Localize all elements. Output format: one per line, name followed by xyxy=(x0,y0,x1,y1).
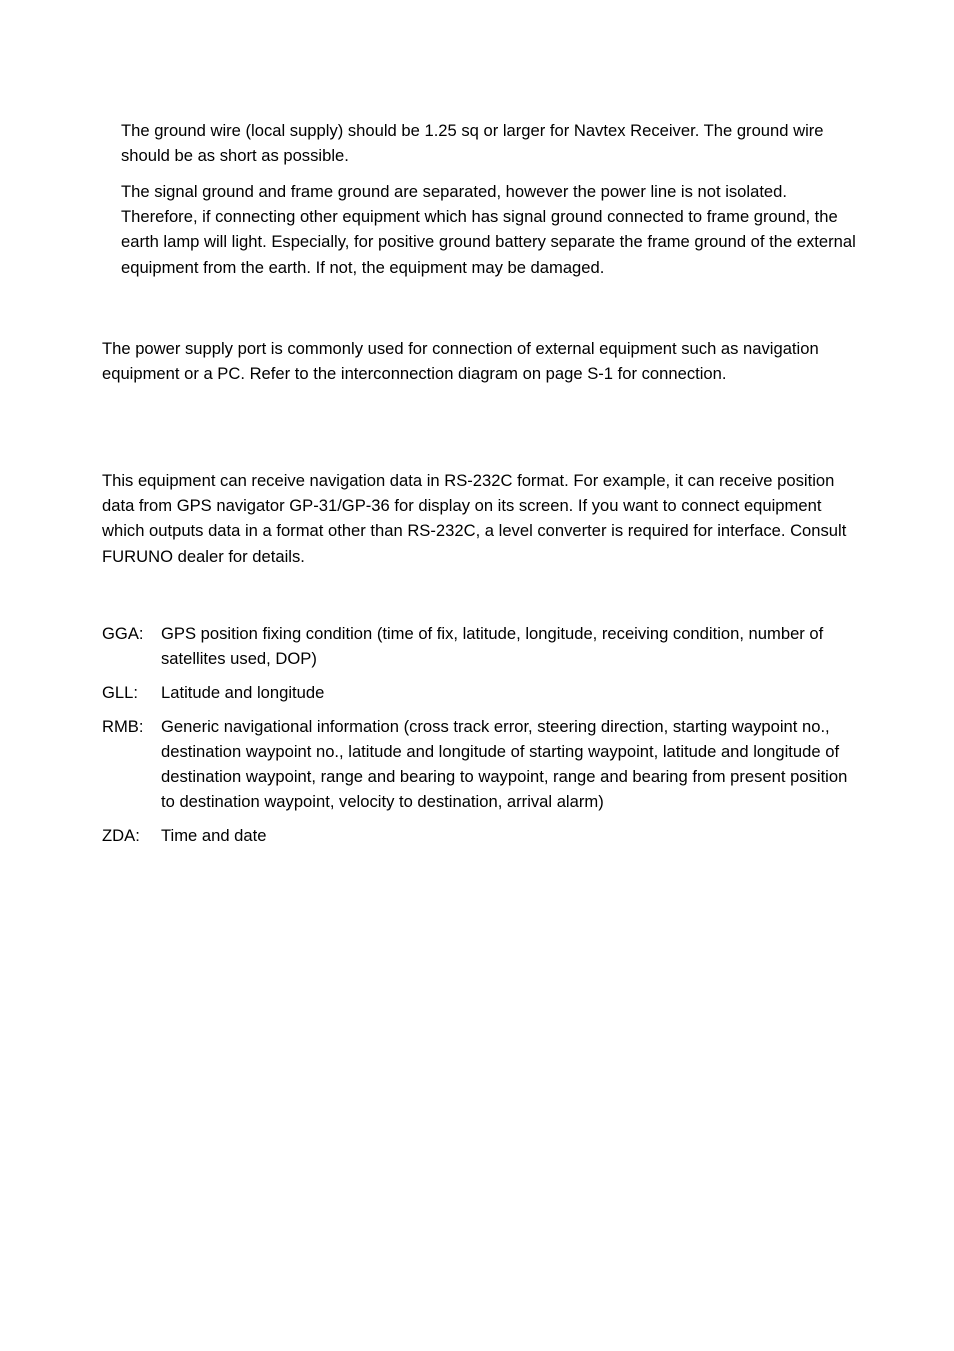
sentence-description: Time and date xyxy=(161,826,267,846)
sentence-item-zda xyxy=(102,823,862,848)
power-supply-paragraph: The power supply port is commonly used for connection of external equipment such as navigation equipment or a PC. Refer to the interconnection diagram on page S-1 for connection. xyxy=(102,339,819,384)
signal-ground-note: The signal ground and frame ground are separated, however the power line is not isolated. Therefore, if connecting other equipment which has signal ground connected to frame ground, the earth lamp will light. Especially, for positive ground battery separate the frame ground of the external equipment from the earth. If not, the equipment may be damaged. xyxy=(121,182,856,277)
sentence-description: GPS position fixing condition (time of fix, latitude, longitude, receiving condition, number of satellites used, DOP) xyxy=(161,624,824,669)
sentence-code: RMB: xyxy=(102,716,144,736)
ground-wire-note: The ground wire (local supply) should be 1.25 sq or larger for Navtex Receiver. The ground wire should be as short as possible. xyxy=(121,121,824,166)
sentence-code: ZDA: xyxy=(102,826,140,846)
sentence-code: GGA: xyxy=(102,624,144,643)
sentence-description: Generic navigational information (cross track error, steering direction, starting waypoint no., destination waypoint no., latitude and longitude of starting waypoint, latitude and longitude of destination waypoint, range and bearing to waypoint, range and bearing from present position to destination waypoint, velocity to destination, arrival alarm) xyxy=(161,716,848,812)
sentence-code: GLL: xyxy=(102,683,138,702)
navigation-data-paragraph: This equipment can receive navigation data in RS-232C format. For example, it can receive position data from GPS navigator GP-31/GP-36 for display on its screen. If you want to connect equipment which outputs data in a format other than RS-232C, a level converter is required for interface. Consult FURUNO dealer for details. xyxy=(102,471,847,566)
sentence-description: Latitude and longitude xyxy=(161,683,325,702)
sentence-item-gll xyxy=(102,680,862,705)
sentence-list xyxy=(102,621,862,857)
sentence-item-rmb xyxy=(102,714,862,815)
sentence-item-gga xyxy=(102,621,862,671)
